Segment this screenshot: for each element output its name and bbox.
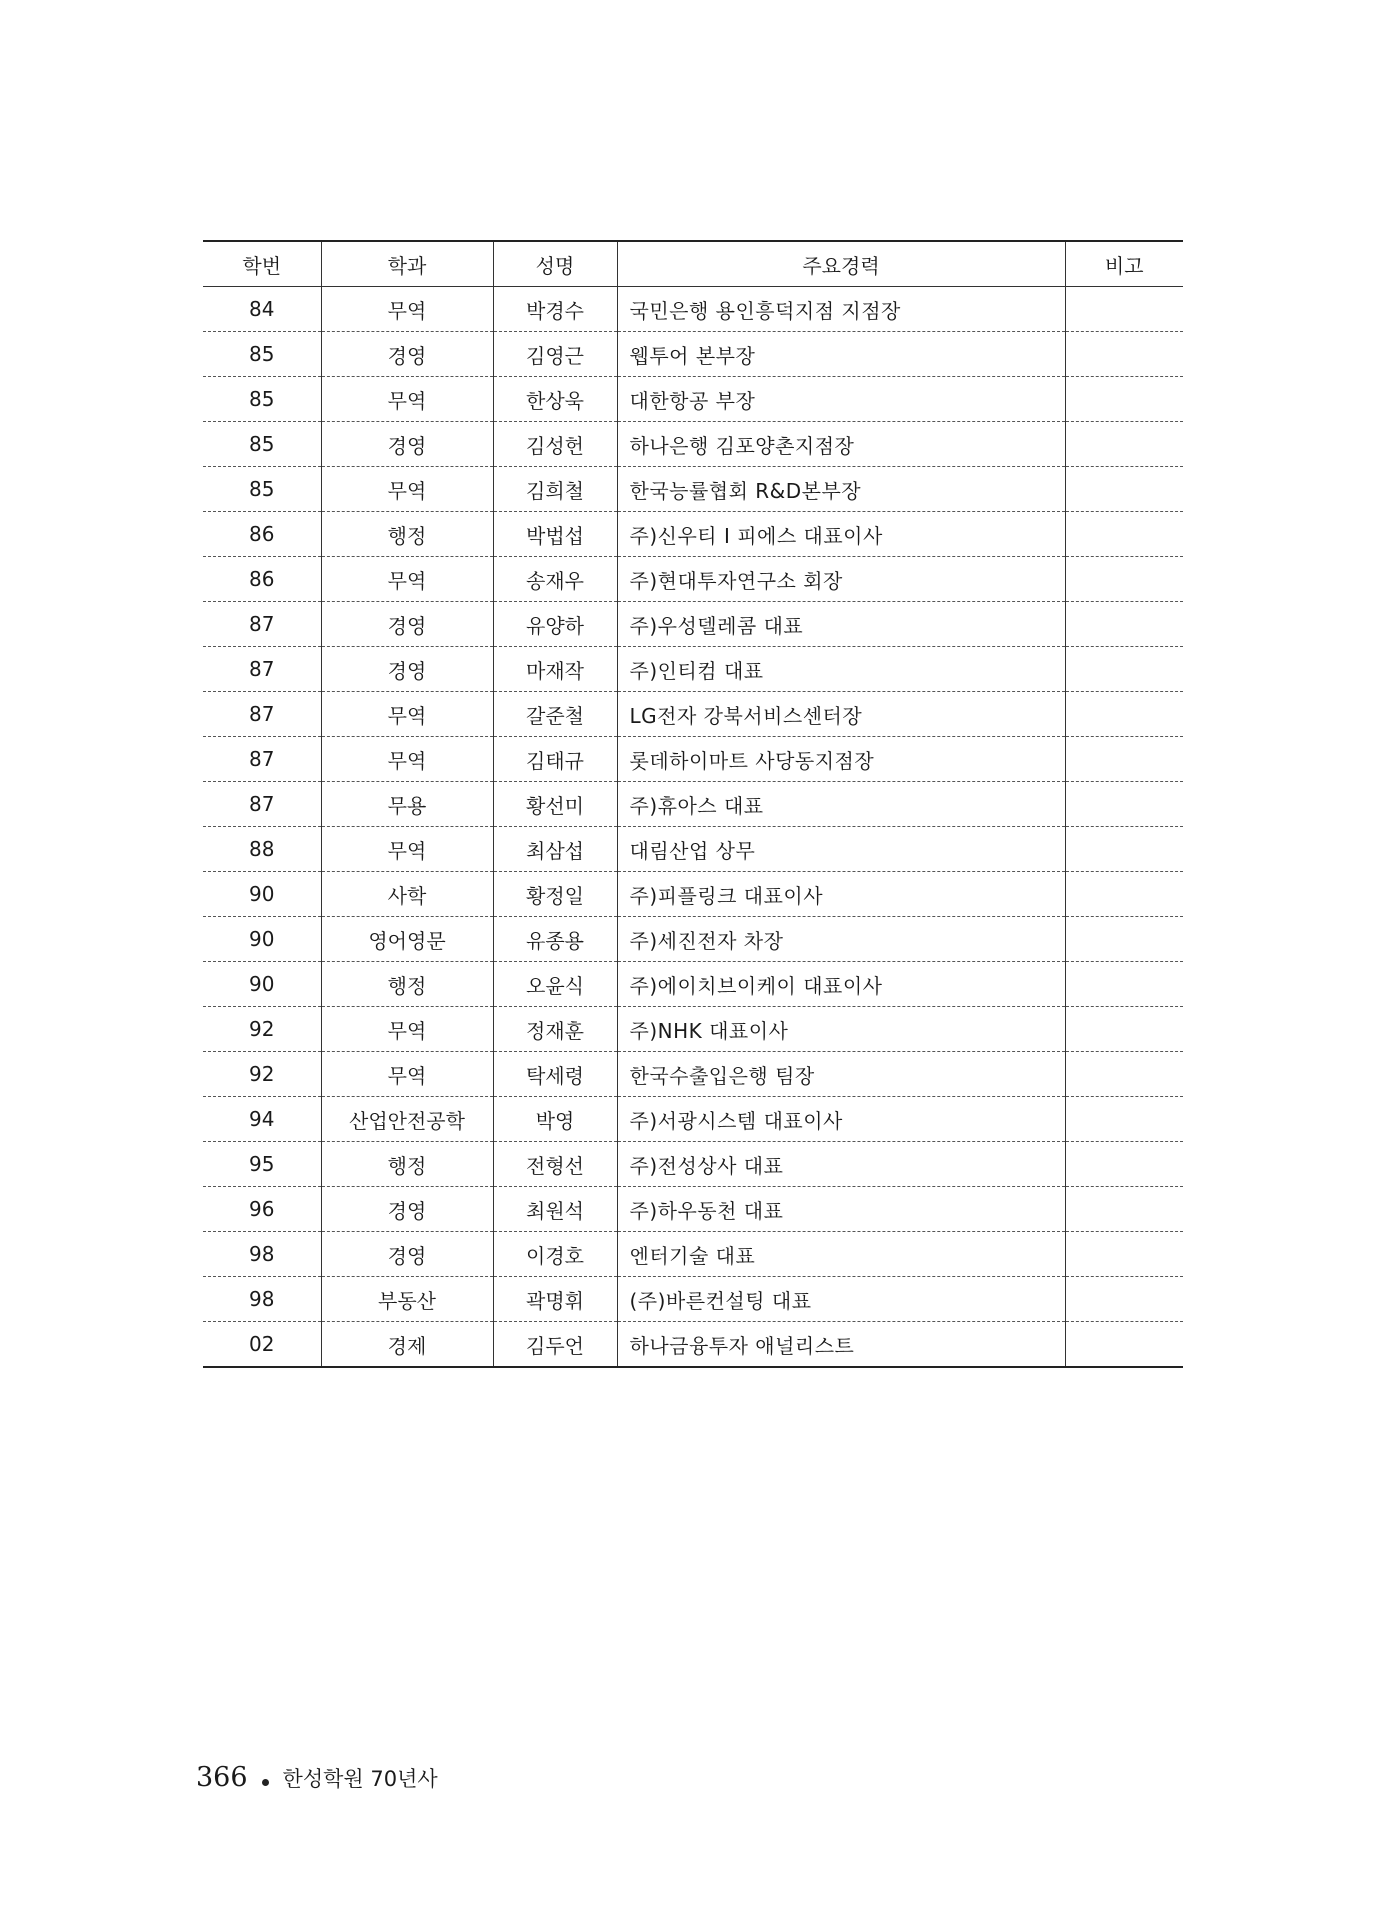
cell-year: 87	[203, 782, 321, 827]
table-row	[203, 782, 1183, 827]
cell-year: 95	[203, 1142, 321, 1187]
cell-dept: 무역	[321, 692, 493, 737]
cell-year: 90	[203, 872, 321, 917]
cell-year: 90	[203, 917, 321, 962]
table-row	[203, 422, 1183, 467]
table-row	[203, 1187, 1183, 1232]
cell-year: 85	[203, 377, 321, 422]
cell-year: 85	[203, 422, 321, 467]
cell-dept: 산업안전공학	[321, 1097, 493, 1142]
table-row	[203, 1142, 1183, 1187]
cell-year: 87	[203, 692, 321, 737]
cell-career: 주)휴아스 대표	[617, 782, 1065, 827]
cell-dept: 무역	[321, 1007, 493, 1052]
header-note: 비고	[1065, 241, 1183, 287]
cell-note	[1065, 1052, 1183, 1097]
cell-dept: 경영	[321, 332, 493, 377]
cell-note	[1065, 782, 1183, 827]
header-dept: 학과	[321, 241, 493, 287]
cell-year: 85	[203, 332, 321, 377]
cell-dept: 행정	[321, 512, 493, 557]
cell-career: 롯데하이마트 사당동지점장	[617, 737, 1065, 782]
cell-career: 주)세진전자 차장	[617, 917, 1065, 962]
cell-year: 87	[203, 647, 321, 692]
header-year: 학번	[242, 253, 282, 278]
table-row	[203, 332, 1183, 377]
cell-note	[1065, 467, 1183, 512]
table-row	[203, 962, 1183, 1007]
cell-note	[1065, 647, 1183, 692]
cell-career: 주)하우동천 대표	[617, 1187, 1065, 1232]
table-row	[203, 377, 1183, 422]
cell-year: 96	[203, 1187, 321, 1232]
cell-name: 박경수	[493, 287, 617, 332]
cell-name: 이경호	[493, 1232, 617, 1277]
cell-dept: 사학	[321, 872, 493, 917]
cell-name: 갈준철	[493, 692, 617, 737]
cell-year: 98	[203, 1232, 321, 1277]
cell-career: 대한항공 부장	[617, 377, 1065, 422]
cell-name: 최삼섭	[493, 827, 617, 872]
page-number: 366	[196, 1762, 248, 1793]
cell-dept: 무역	[321, 467, 493, 512]
table-row	[203, 602, 1183, 647]
cell-dept: 행정	[321, 962, 493, 1007]
cell-year: 85	[203, 467, 321, 512]
cell-career: 주)우성델레콤 대표	[617, 602, 1065, 647]
bullet-icon	[262, 1779, 269, 1786]
header-row	[203, 241, 1183, 287]
table-row	[203, 1232, 1183, 1277]
cell-note	[1065, 1142, 1183, 1187]
header-career: 주요경력	[617, 241, 1065, 287]
table-row	[203, 1097, 1183, 1142]
cell-name: 유양하	[493, 602, 617, 647]
table-row	[203, 647, 1183, 692]
table-body	[203, 287, 1183, 1368]
cell-name: 김태규	[493, 737, 617, 782]
cell-career: 국민은행 용인흥덕지점 지점장	[617, 287, 1065, 332]
cell-name: 김성헌	[493, 422, 617, 467]
cell-career: 한국수출입은행 팀장	[617, 1052, 1065, 1097]
cell-dept: 부동산	[321, 1277, 493, 1322]
cell-dept: 무역	[321, 557, 493, 602]
cell-note	[1065, 1322, 1183, 1368]
cell-name: 전형선	[493, 1142, 617, 1187]
cell-career: 대림산업 상무	[617, 827, 1065, 872]
cell-year: 94	[203, 1097, 321, 1142]
cell-dept: 경영	[321, 422, 493, 467]
table-row	[203, 557, 1183, 602]
book-title: 한성학원 70년사	[282, 1767, 438, 1791]
cell-note	[1065, 332, 1183, 377]
page-footer	[196, 1762, 438, 1793]
cell-name: 박법섭	[493, 512, 617, 557]
cell-note	[1065, 1277, 1183, 1322]
cell-dept: 경영	[321, 1187, 493, 1232]
cell-career: 주)인티컴 대표	[617, 647, 1065, 692]
cell-name: 한상욱	[493, 377, 617, 422]
cell-year: 84	[203, 287, 321, 332]
cell-note	[1065, 1187, 1183, 1232]
cell-career: 하나은행 김포양촌지점장	[617, 422, 1065, 467]
cell-year: 92	[203, 1052, 321, 1097]
cell-name: 오윤식	[493, 962, 617, 1007]
cell-career: LG전자 강북서비스센터장	[617, 692, 1065, 737]
cell-dept: 무용	[321, 782, 493, 827]
cell-career: 엔터기술 대표	[617, 1232, 1065, 1277]
table-row	[203, 1322, 1183, 1368]
cell-name: 황정일	[493, 872, 617, 917]
cell-year: 92	[203, 1007, 321, 1052]
cell-note	[1065, 692, 1183, 737]
cell-name: 황선미	[493, 782, 617, 827]
cell-note	[1065, 512, 1183, 557]
cell-name: 탁세령	[493, 1052, 617, 1097]
cell-dept: 무역	[321, 377, 493, 422]
cell-note	[1065, 962, 1183, 1007]
cell-note	[1065, 287, 1183, 332]
cell-career: 하나금융투자 애널리스트	[617, 1322, 1065, 1368]
header-name: 성명	[493, 241, 617, 287]
table-row	[203, 1007, 1183, 1052]
cell-note	[1065, 602, 1183, 647]
table-row	[203, 467, 1183, 512]
cell-name: 마재작	[493, 647, 617, 692]
cell-name: 유종용	[493, 917, 617, 962]
cell-note	[1065, 422, 1183, 467]
table-row	[203, 917, 1183, 962]
cell-note	[1065, 1097, 1183, 1142]
cell-year: 87	[203, 602, 321, 647]
table-row	[203, 872, 1183, 917]
cell-dept: 무역	[321, 287, 493, 332]
cell-career: 주)NHK 대표이사	[617, 1007, 1065, 1052]
cell-name: 정재훈	[493, 1007, 617, 1052]
cell-name: 김희철	[493, 467, 617, 512]
table-row	[203, 512, 1183, 557]
cell-year: 88	[203, 827, 321, 872]
table-header	[203, 241, 1183, 287]
cell-note	[1065, 872, 1183, 917]
cell-note	[1065, 827, 1183, 872]
cell-dept: 영어영문	[321, 917, 493, 962]
table-row	[203, 1277, 1183, 1322]
cell-career: 주)피플링크 대표이사	[617, 872, 1065, 917]
cell-name: 최원석	[493, 1187, 617, 1232]
cell-career: 주)에이치브이케이 대표이사	[617, 962, 1065, 1007]
cell-dept: 무역	[321, 827, 493, 872]
cell-name: 박영	[493, 1097, 617, 1142]
cell-career: 주)서광시스템 대표이사	[617, 1097, 1065, 1142]
table-row	[203, 827, 1183, 872]
cell-dept: 경제	[321, 1322, 493, 1368]
cell-dept: 경영	[321, 602, 493, 647]
cell-career: 주)신우티 I 피에스 대표이사	[617, 512, 1065, 557]
cell-year: 86	[203, 512, 321, 557]
cell-career: 주)현대투자연구소 회장	[617, 557, 1065, 602]
cell-note	[1065, 1007, 1183, 1052]
table-row	[203, 287, 1183, 332]
table-row	[203, 692, 1183, 737]
cell-career: (주)바른컨설팅 대표	[617, 1277, 1065, 1322]
cell-dept: 경영	[321, 1232, 493, 1277]
cell-year: 90	[203, 962, 321, 1007]
cell-note	[1065, 917, 1183, 962]
cell-note	[1065, 737, 1183, 782]
cell-dept: 경영	[321, 647, 493, 692]
cell-dept: 무역	[321, 1052, 493, 1097]
table-row	[203, 1052, 1183, 1097]
cell-dept: 무역	[321, 737, 493, 782]
cell-name: 김영근	[493, 332, 617, 377]
cell-year: 02	[203, 1322, 321, 1368]
cell-name: 김두언	[493, 1322, 617, 1368]
cell-note	[1065, 557, 1183, 602]
table-row	[203, 737, 1183, 782]
cell-name: 곽명휘	[493, 1277, 617, 1322]
cell-dept: 행정	[321, 1142, 493, 1187]
alumni-table	[203, 240, 1183, 1368]
cell-year: 87	[203, 737, 321, 782]
cell-name: 송재우	[493, 557, 617, 602]
cell-career: 한국능률협회 R&D본부장	[617, 467, 1065, 512]
cell-note	[1065, 377, 1183, 422]
cell-year: 86	[203, 557, 321, 602]
cell-note	[1065, 1232, 1183, 1277]
cell-career: 주)전성상사 대표	[617, 1142, 1065, 1187]
cell-year: 98	[203, 1277, 321, 1322]
cell-career: 웹투어 본부장	[617, 332, 1065, 377]
